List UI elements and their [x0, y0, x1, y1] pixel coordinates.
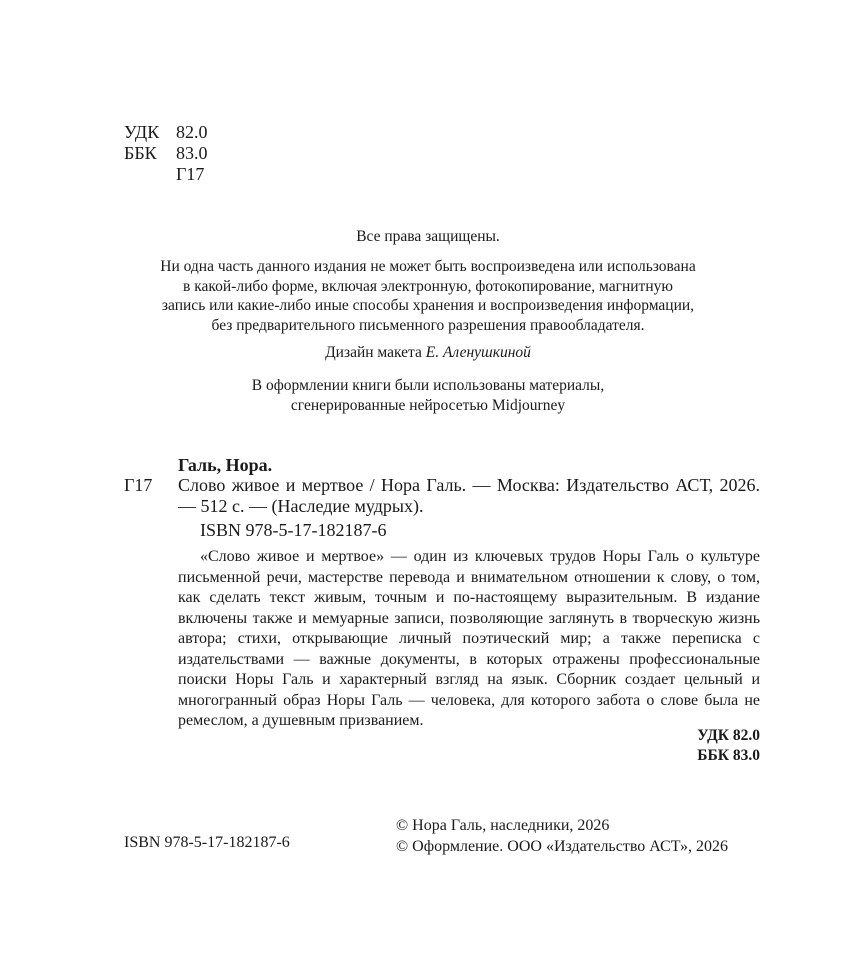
bib-description: Слово живое и мертвое / Нора Галь. — Москва: Издательство АСТ, 2026. — 512 с. — (Наследие мудрых).: [178, 475, 760, 516]
bbk-value: 83.0: [176, 143, 208, 163]
bbk-row: [124, 143, 208, 164]
footer-isbn: ISBN 978-5-17-182187-6: [124, 834, 290, 851]
bib-author: Галь, Нора.: [178, 455, 273, 475]
bib-sign: Г17: [124, 475, 153, 495]
bib-isbn: ISBN 978-5-17-182187-6: [200, 520, 387, 540]
author-sign: Г17: [176, 164, 205, 184]
rights-title: Все права защищены.: [356, 228, 500, 245]
annotation: [178, 547, 760, 732]
designer-name: Е. Аленушкиной: [425, 344, 531, 361]
materials-line: сгенерированные нейросетью Midjourney: [290, 396, 566, 414]
design-credit: [0, 343, 856, 363]
footer-udk: УДК 82.0: [697, 727, 760, 744]
footer-bbk: ББК 83.0: [697, 747, 760, 764]
design-prefix: Дизайн макета: [325, 344, 426, 361]
rights-line: Ни одна часть данного издания не может быть воспроизведена или использована: [160, 258, 696, 275]
copyright-design: © Оформление. ООО «Издательство АСТ», 2026: [396, 838, 729, 855]
rights-line: без предварительного письменного разрешения правообладателя.: [211, 316, 645, 334]
annotation-text: «Слово живое и мертвое» — один из ключевых трудов Норы Галь о культуре письменной речи, мастерстве перевода и внимательном отношении к слову, о том, как сделать текст живым, точным и по-настоящему выразительным. В издание включены также и мемуарные записи, позволяющие заглянуть в творческую жизнь автора; стихи, открывающие личный поэтический мир; а также переписка с издательствами — важные документы, в которых отражены профессиональные поиски Норы Галь и характерный взгляд на язык. Сборник создает цельный и многогранный образ Норы Галь — человека, для которого забота о слове была не ремеслом, а душевным призванием.: [178, 548, 760, 729]
bbk-label: ББК: [124, 143, 157, 163]
copyright-author: © Нора Галь, наследники, 2026: [396, 817, 610, 834]
udk-row: [124, 122, 208, 143]
udk-value: 82.0: [176, 122, 208, 142]
rights-body: [0, 257, 856, 335]
footer-codes: [560, 726, 760, 766]
copyright-block: [396, 815, 728, 857]
classification-codes: [124, 122, 208, 185]
rights-line: в какой-либо форме, включая электронную, фотокопирование, магнитную: [183, 277, 673, 295]
rights-line: запись или какие-либо иные способы хранения и воспроизведения информации,: [161, 297, 695, 314]
materials-line: В оформлении книги были использованы материалы,: [251, 377, 605, 394]
materials-note: [0, 376, 856, 415]
udk-label: УДК: [124, 122, 160, 142]
